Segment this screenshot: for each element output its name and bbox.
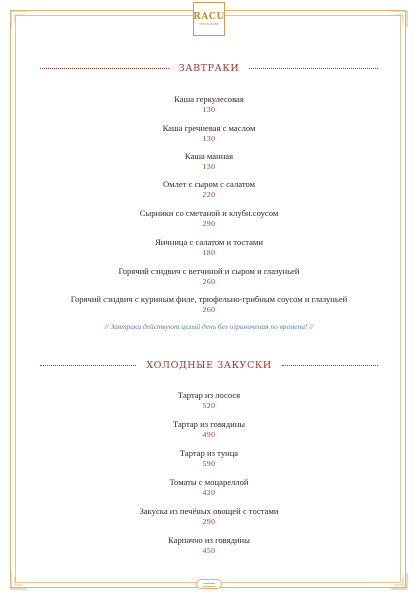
menu-item-price: 420 bbox=[202, 488, 216, 497]
menu-item-name: Яичница с салатом и тостами bbox=[155, 237, 263, 247]
menu-item-name: Каша гречневая с маслом bbox=[162, 123, 256, 133]
menu-item-price: 290 bbox=[202, 517, 216, 526]
breakfast-note: // Завтраки действуют целый день без ограничения по времени! // bbox=[104, 322, 314, 331]
menu-item bbox=[20, 179, 398, 199]
divider-line bbox=[282, 365, 378, 366]
menu-item-name: Тартар из говядины bbox=[172, 419, 246, 429]
menu-item-price: 130 bbox=[202, 162, 216, 171]
logo-text: RACU bbox=[193, 12, 225, 22]
menu-item bbox=[20, 477, 398, 497]
menu-item-name: Закуска из печёных овощей с тостами bbox=[139, 506, 279, 516]
menu-item-name: Тартар из лосося bbox=[177, 390, 241, 400]
menu-item-name: Томаты с моцареллой bbox=[169, 477, 249, 487]
menu-item bbox=[20, 419, 398, 439]
bottom-ornament-icon bbox=[196, 579, 222, 589]
menu-item bbox=[20, 94, 398, 114]
menu-item-name: Каша манная bbox=[184, 151, 234, 161]
menu-item bbox=[20, 448, 398, 468]
corner-ornament-icon bbox=[390, 572, 408, 590]
corner-ornament-icon bbox=[10, 10, 28, 28]
menu-item-name: Горячий сэндвич с куриным филе, трюфельно-грибным соусом и глазуньей bbox=[70, 294, 348, 304]
menu-item-price: 220 bbox=[202, 190, 216, 199]
menu-item bbox=[20, 123, 398, 143]
menu-item bbox=[20, 151, 398, 171]
menu-item bbox=[20, 208, 398, 228]
menu-item-price: 260 bbox=[202, 277, 216, 286]
menu-item-name: Горячий сэндвич с ветчиной и сыром и глазуньей bbox=[118, 266, 300, 276]
menu-item bbox=[20, 266, 398, 286]
section-title: ЗАВТРАКИ bbox=[178, 62, 240, 74]
menu-item-price: 290 bbox=[202, 219, 216, 228]
menu-item bbox=[20, 506, 398, 526]
menu-item-name: Карпаччо из говядины bbox=[168, 535, 250, 545]
restaurant-logo bbox=[193, 2, 225, 36]
menu-item bbox=[20, 237, 398, 257]
menu-item-price: 180 bbox=[202, 248, 216, 257]
section-header-breakfast bbox=[40, 62, 378, 74]
menu-item bbox=[20, 294, 398, 314]
menu-item-name: Каша геркулесовая bbox=[174, 94, 244, 104]
divider-line bbox=[40, 365, 136, 366]
menu-item-price: 130 bbox=[202, 105, 216, 114]
divider-line bbox=[40, 68, 169, 69]
menu-item-name: Сырники со сметаной и клубн.соусом bbox=[139, 208, 279, 218]
menu-item bbox=[20, 390, 398, 410]
section-title: ХОЛОДНЫЕ ЗАКУСКИ bbox=[146, 359, 272, 371]
menu-item-price: 260 bbox=[202, 305, 216, 314]
menu-item-price: 590 bbox=[202, 459, 216, 468]
corner-ornament-icon bbox=[390, 10, 408, 28]
logo-subtext: RESTAURANT bbox=[199, 22, 219, 26]
menu-item-price: 450 bbox=[202, 546, 216, 555]
menu-item-name: Омлет с сыром с салатом bbox=[162, 179, 256, 189]
corner-ornament-icon bbox=[10, 572, 28, 590]
menu-item-price: 130 bbox=[202, 134, 216, 143]
menu-item-price: 520 bbox=[202, 401, 216, 410]
menu-item-price: 490 bbox=[202, 430, 216, 439]
menu-item-name: Тартар из тунца bbox=[179, 448, 239, 458]
menu-item bbox=[20, 535, 398, 555]
divider-line bbox=[249, 68, 378, 69]
section-header-cold-appetizers bbox=[40, 359, 378, 371]
